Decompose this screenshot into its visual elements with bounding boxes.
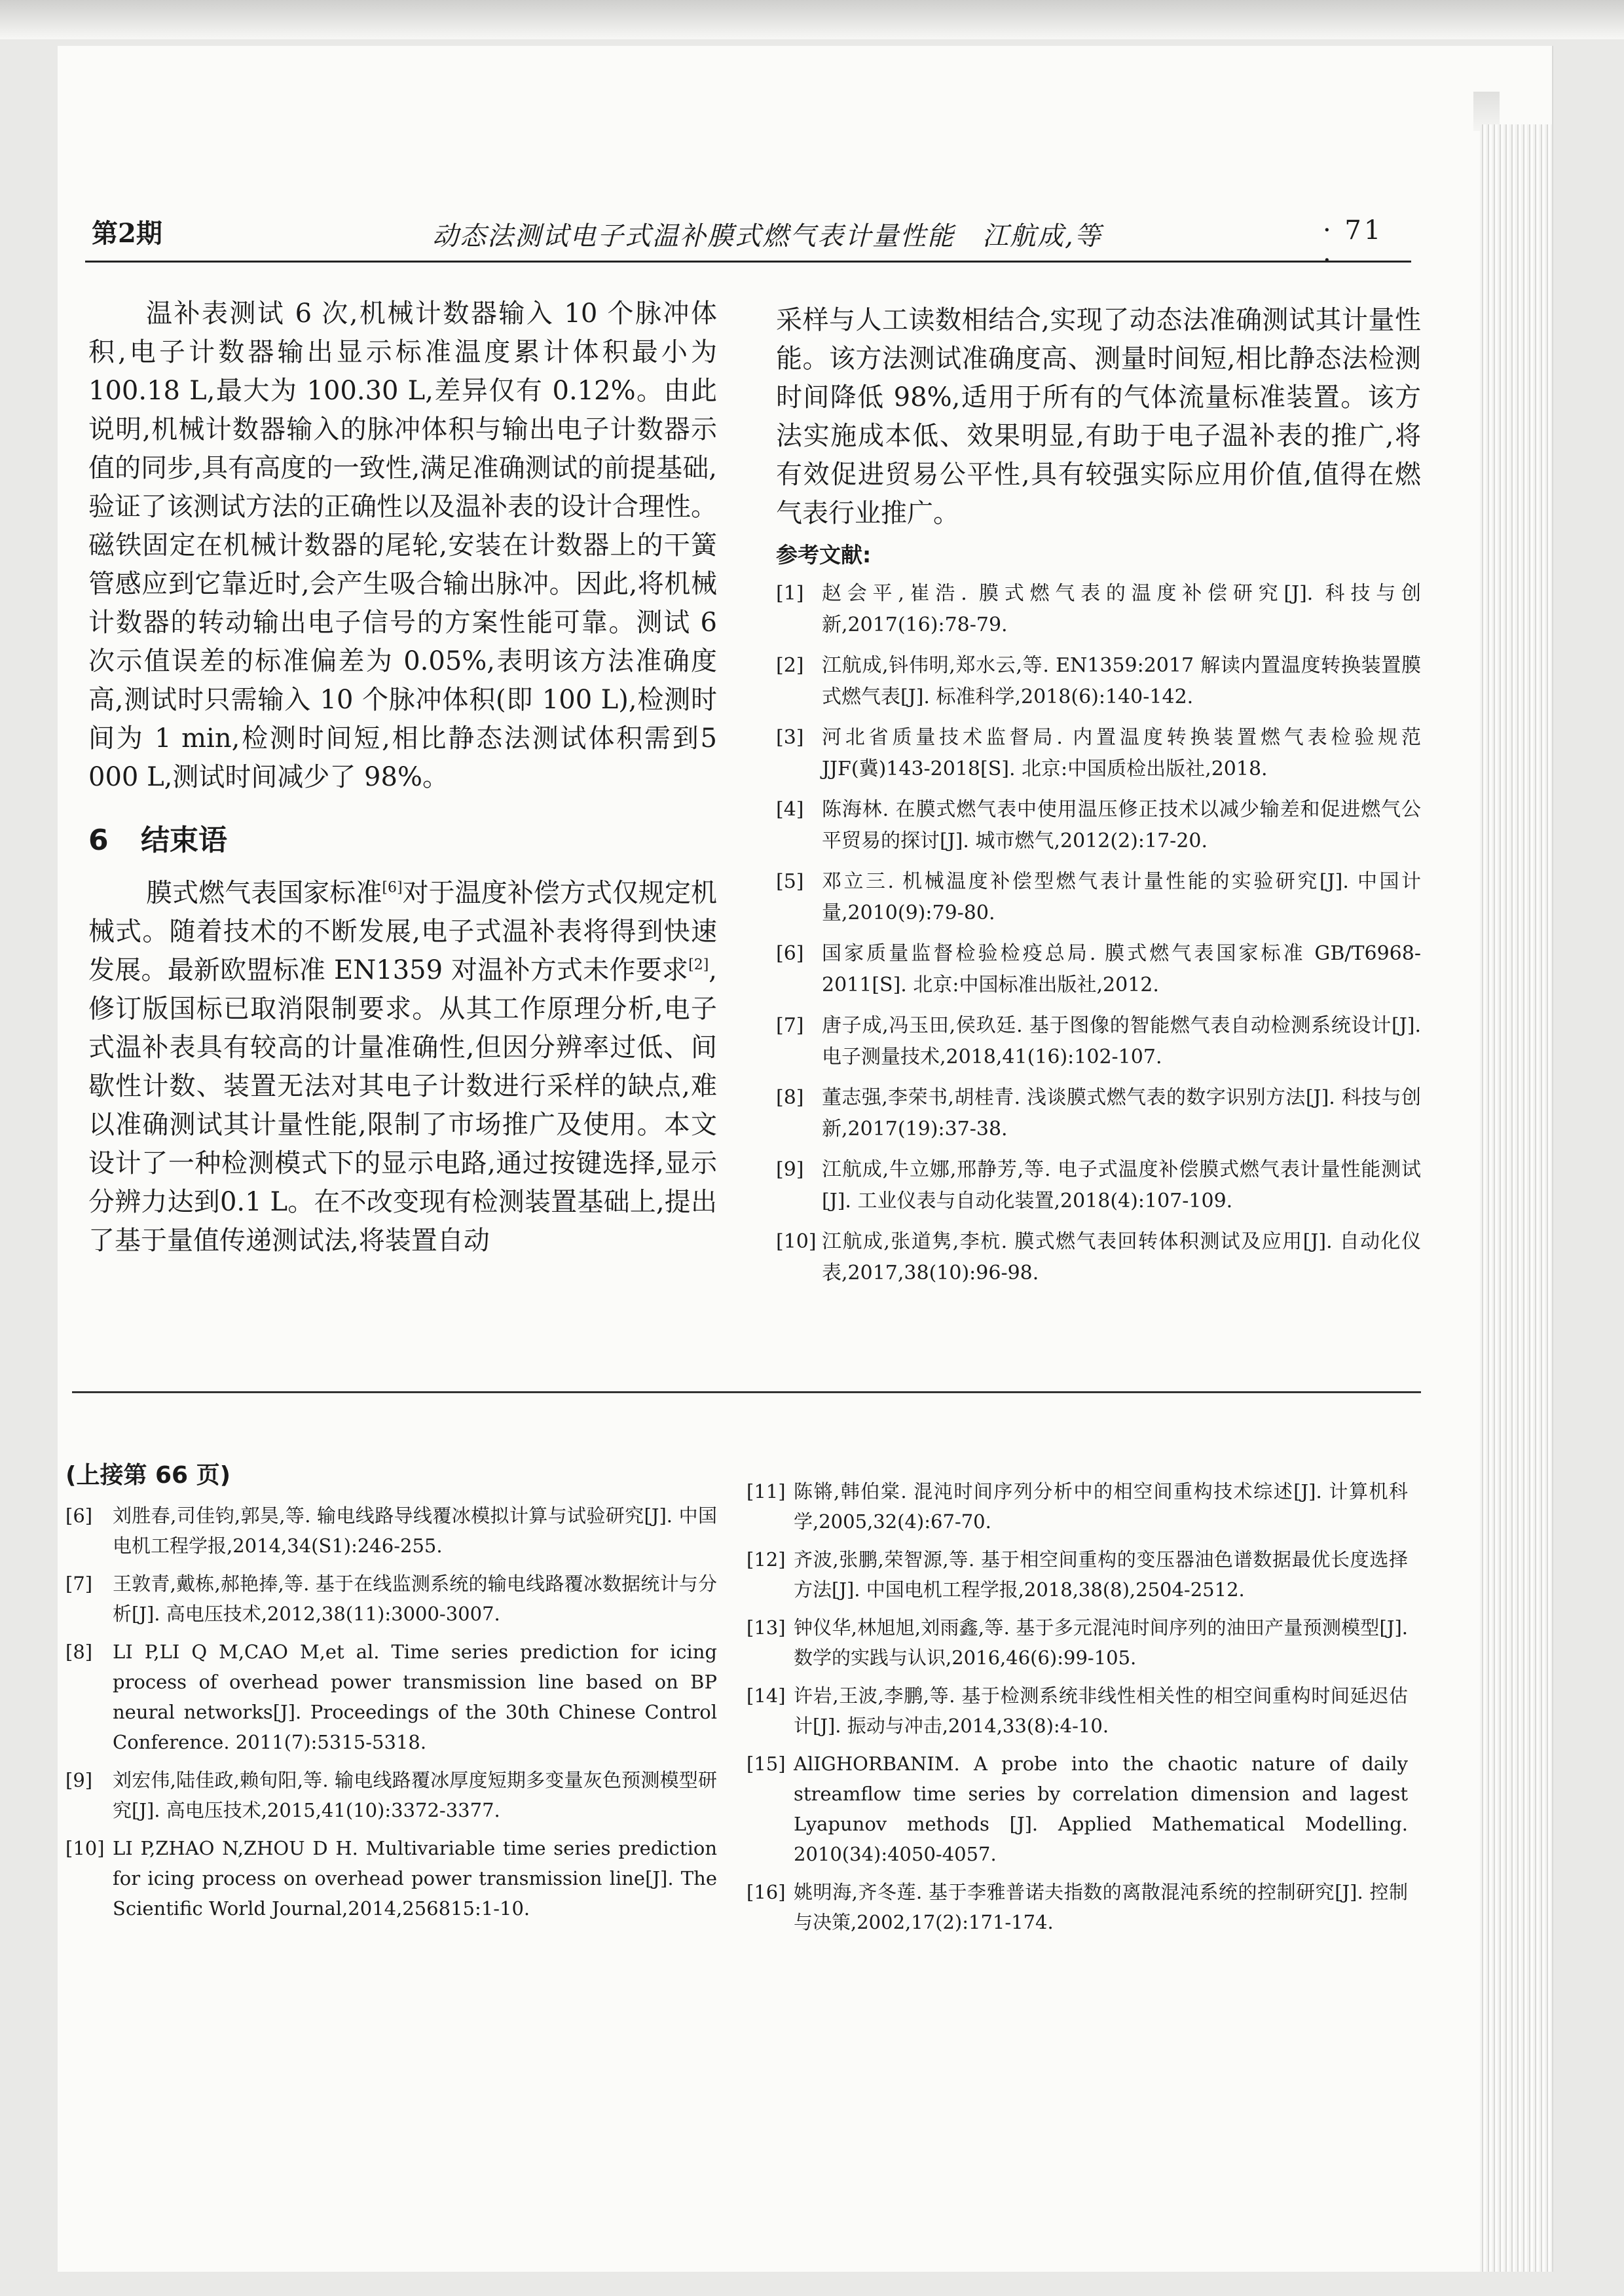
reference-item [747,1476,1408,1537]
body-paragraph: 温补表测试 6 次,机械计数器输入 10 个脉冲体积,电子计数器输出显示标准温度累计体积最小为 100.18 L,最大为 100.30 L,差异仅有 0.12%。由此说明,机械计数器输入的脉冲体积与输出电子计数器示值的同步,具有高度的一致性,满足准确测试的前提基础,验证了该测试方法的正确性以及温补表的设计合理性。磁铁固定在机械计数器的尾轮,安装在计数器上的干簧管感应到它靠近时,会产生吸合输出脉冲。因此,将机械计数器的转动输出电子信号的方案性能可靠。测试 6 次示值误差的标准偏差为 0.05%,表明该方法准确度高,测试时只需输入 10 个脉冲体积(即 100 L),检测时间为 1 min,检测时间短,相比静态法测试体积需到5 000 L,测试时间减少了 98%。 [88,299,717,792]
reference-number: [14] [747,1685,786,1707]
reference-text: 陈锵,韩伯棠. 混沌时间序列分析中的相空间重构技术综述[J]. 计算机科学,2005,32(4):67-70. [794,1480,1408,1533]
reference-number: [7] [776,1014,804,1037]
reference-number: [10] [776,1230,817,1253]
reference-number: [9] [776,1158,804,1181]
reference-number: [7] [65,1573,93,1595]
reference-text: 唐子成,冯玉田,侯玖廷. 基于图像的智能燃气表自动检测系统设计[J]. 电子测量技术,2018,41(16):102-107. [822,1014,1421,1068]
right-column [776,301,1421,1298]
section-heading [88,816,717,858]
reference-item [776,1082,1421,1145]
reference-item [776,938,1421,1001]
reference-item [776,1010,1421,1073]
reference-item [776,1226,1421,1289]
reference-number: [6] [776,942,804,965]
reference-text: 江航成,张道隽,李杭. 膜式燃气表回转体积测试及应用[J]. 自动化仪表,2017,38(10):96-98. [822,1230,1421,1285]
reference-text: 河北省质量技术监督局. 内置温度转换装置燃气表检验规范 JJF(冀)143-2018[S]. 北京:中国质检出版社,2018. [822,726,1421,780]
reference-text: 刘胜春,司佳钧,郭昊,等. 输电线路导线覆冰模拟计算与试验研究[J]. 中国电机工程学报,2014,34(S1):246-255. [113,1504,717,1557]
reference-number: [10] [65,1837,105,1859]
section-title: 结束语 [141,824,227,857]
reference-text: 江航成,牛立娜,邢静芳,等. 电子式温度补偿膜式燃气表计量性能测试[J]. 工业仪表与自动化装置,2018(4):107-109. [822,1158,1421,1212]
reference-item [65,1765,717,1825]
reference-number: [16] [747,1881,786,1903]
reference-text: LI P,ZHAO N,ZHOU D H. Multivariable time series prediction for icing process on overhead power transmission line[J]. The Scientific World Journal,2014,256815:1-10. [113,1837,717,1920]
reference-text: 许岩,王波,李鹏,等. 基于检测系统非线性相关性的相空间重构时间延迟估计[J]. 振动与冲击,2014,33(8):4-10. [794,1685,1408,1737]
reference-item [776,866,1421,929]
reference-list [747,1476,1408,1937]
section-number: 6 [88,824,109,857]
continued-left-column [65,1457,717,1931]
page-stack-edge [1480,124,1552,2272]
reference-item [776,794,1421,857]
reference-item [776,1154,1421,1217]
references-heading: 参考文献: [776,542,872,568]
reference-item [65,1569,717,1629]
reference-list [776,578,1421,1289]
header-rule [85,261,1411,263]
citation: [6] [382,879,403,896]
reference-item [747,1681,1408,1741]
reference-number: [2] [776,654,804,677]
issue-number: 第2期 [92,218,162,249]
reference-text: 国家质量监督检验检疫总局. 膜式燃气表国家标准 GB/T6968-2011[S]. 北京:中国标准出版社,2012. [822,942,1421,996]
reference-text: 董志强,李荣书,胡桂青. 浅谈膜式燃气表的数字识别方法[J]. 科技与创新,2017(19):37-38. [822,1086,1421,1140]
text-run: 对于温度补偿方式仅规定机械式。随着技术的不断发展,电子式温补表将得到快速发展。最新欧盟标准 EN1359 对温补方式未作要求 [88,878,718,985]
reference-number: [6] [65,1504,93,1527]
continued-heading: (上接第 66 页) [65,1462,231,1489]
reference-text: 江航成,钭伟明,郑水云,等. EN1359:2017 解读内置温度转换装置膜式燃气表[J]. 标准科学,2018(6):140-142. [822,654,1421,708]
reference-number: [4] [776,798,804,821]
reference-number: [1] [776,582,804,605]
left-column [88,295,717,1260]
citation: [2] [688,957,709,974]
reference-item [776,650,1421,713]
reference-text: AlIGHORBANIM. A probe into the chaotic nature of daily streamflow time series by correlation dimension and lagest Lyapunov methods [J]. Applied Mathematical Modelling. 2010(34):4050-4057. [794,1753,1408,1865]
reference-list [65,1501,717,1923]
reference-text: 邓立三. 机械温度补偿型燃气表计量性能的实验研究[J]. 中国计量,2010(9):79-80. [822,870,1421,924]
body-paragraph [88,874,717,1260]
scan-edge-top [0,0,1624,39]
reference-item [747,1613,1408,1673]
page-number: · 71 [1323,215,1384,246]
reference-item [776,578,1421,641]
reference-number: [5] [776,870,804,893]
reference-item [65,1833,717,1923]
reference-number: [8] [776,1086,804,1109]
reference-text: 姚明海,齐冬莲. 基于李雅普诺夫指数的离散混沌系统的控制研究[J]. 控制与决策,2002,17(2):171-174. [794,1881,1408,1933]
reference-text: 钟仪华,林旭旭,刘雨鑫,等. 基于多元混沌时间序列的油田产量预测模型[J]. 数学的实践与认识,2016,46(6):99-105. [794,1616,1408,1669]
reference-number: [8] [65,1641,93,1663]
reference-number: [11] [747,1480,786,1503]
reference-text: 齐波,张鹏,荣智源,等. 基于相空间重构的变压器油色谱数据最优长度选择方法[J]. 中国电机工程学报,2018,38(8),2504-2512. [794,1548,1408,1601]
reference-item [65,1501,717,1561]
text-run: 膜式燃气表国家标准 [146,878,382,908]
reference-text: 王敦青,戴栋,郝艳捧,等. 基于在线监测系统的输电线路覆冰数据统计与分析[J]. 高电压技术,2012,38(11):3000-3007. [113,1573,717,1625]
reference-item [747,1877,1408,1937]
reference-text: 陈海林. 在膜式燃气表中使用温压修正技术以减少输差和促进燃气公平贸易的探讨[J]. 城市燃气,2012(2):17-20. [822,798,1421,852]
reference-number: [13] [747,1616,786,1639]
running-header [92,213,1401,259]
reference-text: 赵会平,崔浩. 膜式燃气表的温度补偿研究[J]. 科技与创新,2017(16):78-79. [822,582,1421,636]
reference-number: [15] [747,1753,786,1775]
section-divider [72,1391,1421,1393]
reference-item [776,722,1421,785]
reference-item [747,1544,1408,1605]
running-title: 动态法测试电子式温补膜式燃气表计量性能 江航成,等 [432,221,1102,251]
reference-text: 刘宏伟,陆佳政,赖旬阳,等. 输电线路覆冰厚度短期多变量灰色预测模型研究[J]. 高电压技术,2015,41(10):3372-3377. [113,1769,717,1821]
reference-item [65,1637,717,1757]
continued-right-column [747,1476,1408,1945]
reference-number: [3] [776,726,804,749]
reference-number: [9] [65,1769,93,1791]
reference-text: LI P,LI Q M,CAO M,et al. Time series prediction for icing process of overhead power transmission line based on BP neural networks[J]. Proceedings of the 30th Chinese Control Conference. 2011(7):5315-5318. [113,1641,717,1753]
text-run: ,修订版国标已取消限制要求。从其工作原理分析,电子式温补表具有较高的计量准确性,但因分辨率过低、间歇性计数、装置无法对其电子计数进行采样的缺点,难以准确测试其计量性能,限制了市场推广及使用。本文设计了一种检测模式下的显示电路,通过按键选择,显示分辨力达到0.1 L。在不改变现有检测装置基础上,提出了基于量值传递测试法,将装置自动 [88,955,717,1256]
reference-number: [12] [747,1548,786,1571]
body-paragraph: 采样与人工读数相结合,实现了动态法准确测试其计量性能。该方法测试准确度高、测量时间短,相比静态法检测时间降低 98%,适用于所有的气体流量标准装置。该方法实施成本低、效果明显,有助于电子温补表的推广,将有效促进贸易公平性,具有较强实际应用价值,值得在燃气表行业推广。 [776,305,1421,528]
reference-item [747,1749,1408,1869]
